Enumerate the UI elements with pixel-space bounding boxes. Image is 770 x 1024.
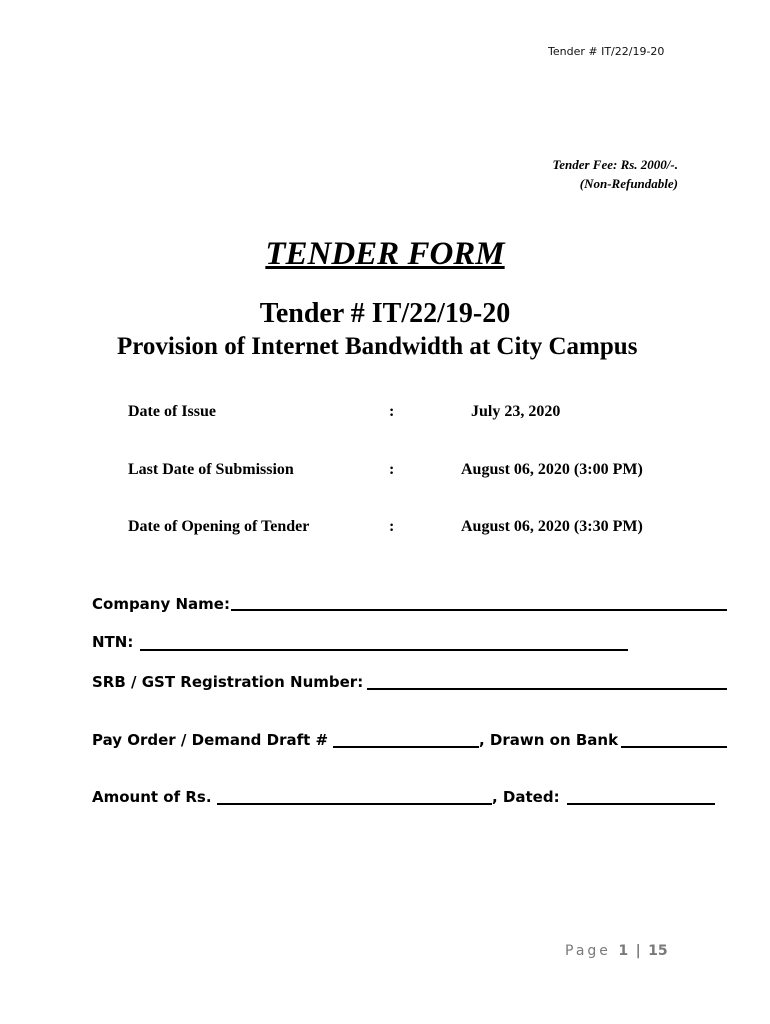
date-row-opening bbox=[0, 518, 770, 542]
date-label: Date of Issue bbox=[128, 403, 216, 420]
date-value: August 06, 2020 (3:30 PM) bbox=[461, 518, 643, 535]
ntn-label: NTN: bbox=[92, 633, 134, 651]
date-value: July 23, 2020 bbox=[471, 403, 561, 420]
page-separator: | bbox=[635, 943, 641, 959]
page-current: 1 bbox=[618, 943, 629, 959]
date-row-submission bbox=[0, 461, 770, 485]
date-label: Last Date of Submission bbox=[128, 461, 294, 478]
document-title: TENDER FORM bbox=[265, 236, 505, 272]
page-number bbox=[565, 943, 668, 959]
date-colon: : bbox=[389, 518, 395, 535]
amount-label: Amount of Rs. bbox=[92, 788, 212, 806]
date-row-issue bbox=[0, 403, 770, 427]
srb-gst-label: SRB / GST Registration Number: bbox=[92, 673, 364, 691]
drawn-on-bank-field[interactable] bbox=[621, 746, 727, 748]
header-reference: Tender # IT/22/19-20 bbox=[548, 45, 665, 58]
drawn-on-bank-label: , Drawn on Bank bbox=[479, 731, 619, 749]
page-word: Page bbox=[565, 943, 611, 959]
tender-number: Tender # IT/22/19-20 bbox=[259, 298, 511, 329]
amount-field[interactable] bbox=[217, 803, 492, 805]
pay-order-row bbox=[92, 731, 732, 755]
srb-gst-field[interactable] bbox=[367, 688, 727, 690]
tender-fee-amount: Tender Fee: Rs. 2000/-. bbox=[552, 157, 678, 172]
pay-order-number-field[interactable] bbox=[333, 746, 479, 748]
dated-field[interactable] bbox=[567, 803, 715, 805]
amount-row bbox=[92, 788, 732, 812]
date-value: August 06, 2020 (3:00 PM) bbox=[461, 461, 643, 478]
page-total: 15 bbox=[648, 943, 668, 959]
company-name-field[interactable] bbox=[231, 609, 727, 611]
date-label: Date of Opening of Tender bbox=[128, 518, 310, 535]
pay-order-label: Pay Order / Demand Draft # bbox=[92, 731, 329, 749]
ntn-field[interactable] bbox=[140, 649, 628, 651]
tender-fee-block bbox=[552, 155, 678, 193]
dated-label: , Dated: bbox=[492, 788, 560, 806]
tender-fee-note: (Non-Refundable) bbox=[579, 176, 678, 191]
tender-subject: Provision of Internet Bandwidth at City Campus bbox=[117, 333, 638, 360]
company-name-label: Company Name: bbox=[92, 595, 230, 613]
date-colon: : bbox=[389, 461, 395, 478]
date-colon: : bbox=[389, 403, 395, 420]
